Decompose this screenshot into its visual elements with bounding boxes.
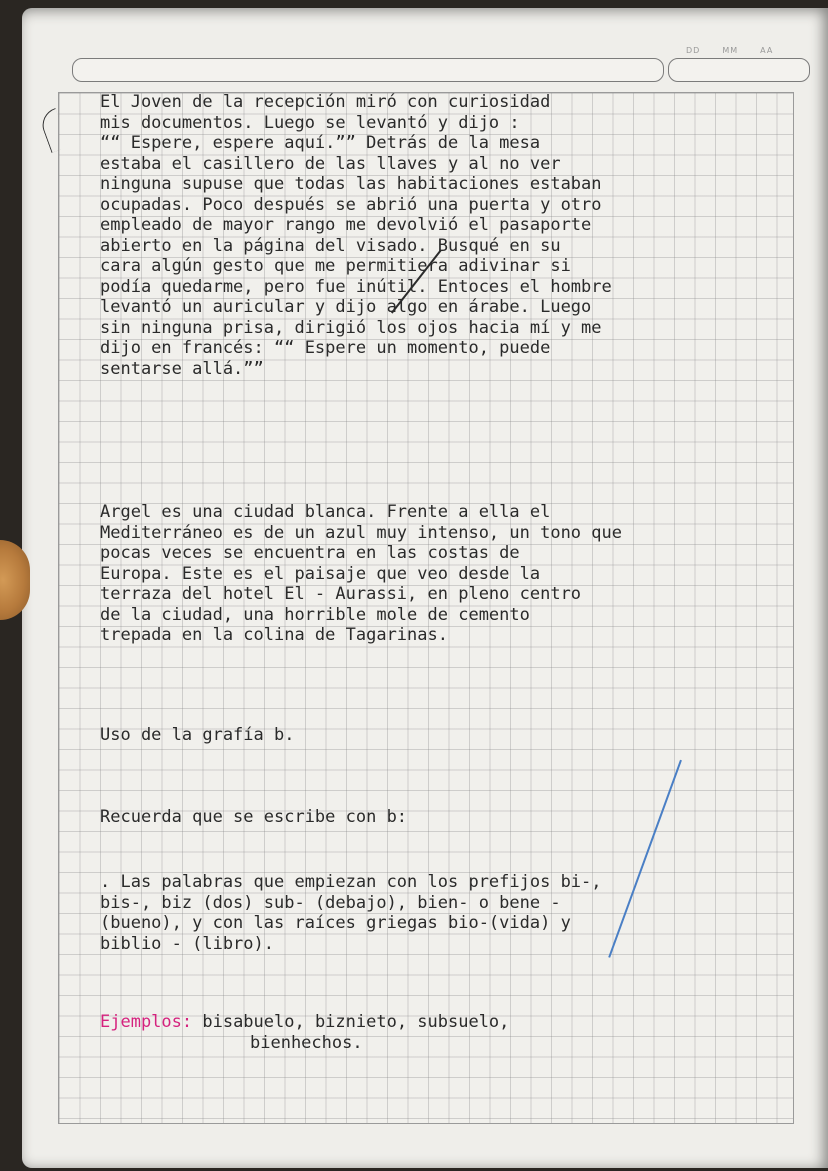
line: podía quedarme, pero fue inútil. Entoces el hombre xyxy=(100,276,612,297)
examples-words: bisabuelo, biznieto, subsuelo, xyxy=(192,1012,510,1032)
line: Europa. Este es el paisaje que veo desde la xyxy=(100,563,541,584)
line: sentarse allá.”” xyxy=(100,358,264,379)
line: estaba el casillero de las llaves y al no ver xyxy=(100,153,561,174)
date-labels xyxy=(686,46,796,55)
rule-paragraph xyxy=(100,872,780,954)
line: sin ninguna prisa, dirigió los ojos hacia mí y me xyxy=(100,317,602,338)
line: . Las palabras que empiezan con los prefijos bi-, xyxy=(100,872,602,892)
line: levantó un auricular y dijo algo en árabe. Luego xyxy=(100,297,592,317)
date-label-day: DD xyxy=(686,46,701,55)
paragraph-1 xyxy=(100,92,780,379)
examples-label: Ejemplos: xyxy=(100,1012,193,1032)
heading-text: Uso de la grafía b. xyxy=(100,725,295,745)
line: (bueno), y con las raíces griegas bio-(vida) y xyxy=(100,913,571,933)
examples-line-2 xyxy=(100,1033,780,1054)
line: de la ciudad, una horrible mole de cemento xyxy=(100,604,530,625)
date-label-year: AA xyxy=(760,46,774,55)
heading-text: Recuerda que se escribe con b: xyxy=(100,807,408,827)
line: El Joven de la recepción miró con curiosidad xyxy=(100,92,551,112)
line: ocupadas. Poco después se abrió una puerta y otro xyxy=(100,194,602,215)
line: biblio - (libro). xyxy=(100,933,274,954)
line: Argel es una ciudad blanca. Frente a ella el xyxy=(100,502,551,522)
heading-uso-de-la-grafia xyxy=(100,725,780,746)
line: ninguna supuse que todas las habitaciones estaban xyxy=(100,174,602,194)
line: pocas veces se encuentra en las costas de xyxy=(100,543,520,563)
line: bis-, biz (dos) sub- (debajo), bien- o bene - xyxy=(100,892,561,913)
date-box xyxy=(668,58,810,82)
line: empleado de mayor rango me devolvió el pasaporte xyxy=(100,215,592,235)
line: cara algún gesto que me permitiera adivinar si xyxy=(100,256,571,276)
line: mis documentos. Luego se levantó y dijo : xyxy=(100,112,520,133)
heading-recuerda xyxy=(100,807,780,828)
line: Mediterráneo es de un azul muy intenso, un tono que xyxy=(100,522,622,543)
examples-line-1 xyxy=(100,1012,780,1033)
examples-block xyxy=(100,1012,780,1053)
title-box xyxy=(72,58,664,82)
paragraph-2 xyxy=(100,502,780,646)
line: abierto en la página del visado. Busqué en su xyxy=(100,235,561,256)
examples-words-2: bienhechos. xyxy=(250,1032,363,1053)
date-label-month: MM xyxy=(722,46,739,55)
line: terraza del hotel El - Aurassi, en pleno centro xyxy=(100,584,582,604)
line: dijo en francés: ““ Espere un momento, puede xyxy=(100,338,551,358)
line: ““ Espere, espere aquí.”” Detrás de la mesa xyxy=(100,133,541,153)
line: trepada en la colina de Tagarinas. xyxy=(100,625,448,645)
